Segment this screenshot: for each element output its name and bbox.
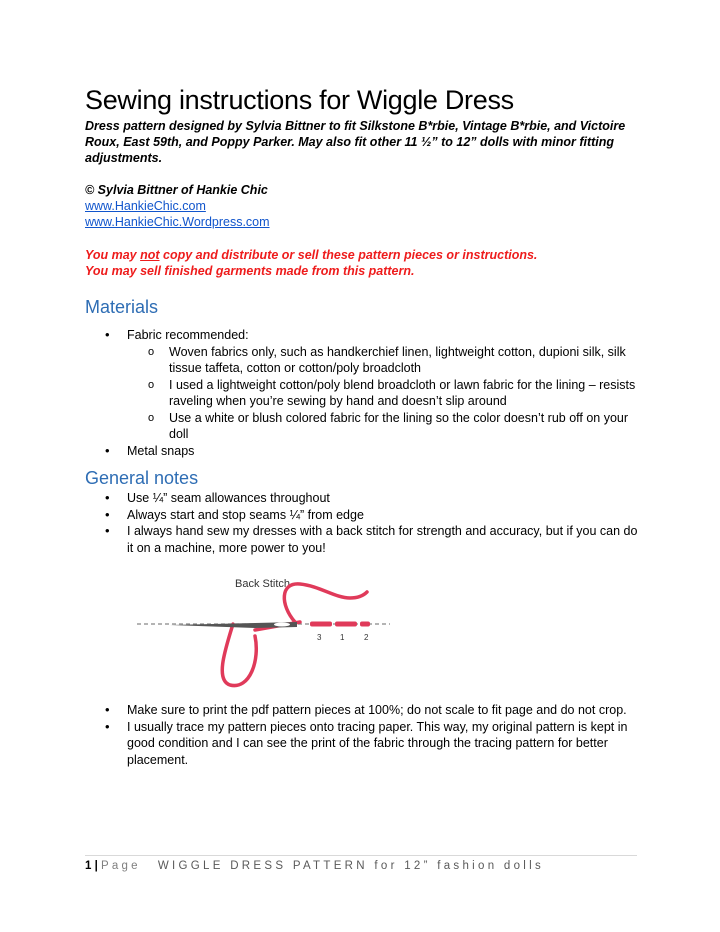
- thread-loop-lower: [222, 624, 256, 686]
- footer-text: WIGGLE DRESS PATTERN for 12” fashion dolls: [157, 860, 545, 872]
- list-item: o Woven fabrics only, such as handkerchief linen, lightweight cotton, dupioni silk, silk tissue taffeta, cotton or cotton/poly broadcloth: [85, 344, 640, 377]
- list-item: o I used a lightweight cotton/poly blend broadcloth or lawn fabric for the lining – resists raveling when you’re sewing by hand and doesn’t slip around: [85, 377, 640, 410]
- page-title: Sewing instructions for Wiggle Dress: [85, 85, 514, 115]
- list-item: • I always hand sew my dresses with a back stitch for strength and accuracy, but if you can do it on a machine, more power to you!: [85, 523, 640, 556]
- list-item: • Metal snaps: [85, 443, 640, 460]
- stitch-label-3: 3: [317, 633, 322, 642]
- footer-page-word: Page: [101, 860, 141, 872]
- hankiechic-link[interactable]: www.HankieChic.com: [85, 199, 206, 213]
- list-item: • I usually trace my pattern pieces onto tracing paper. This way, my original pattern is kept in good condition and I can see the print of the fabric through the tracing pattern for better placement.: [85, 719, 640, 769]
- figure-caption: Back Stitch: [235, 578, 291, 590]
- list-item: [85, 327, 640, 443]
- pattern-subtitle: Dress pattern designed by Sylvia Bittner to fit Silkstone B*rbie, Vintage B*rbie, and Victoire Roux, East 59th, and Poppy Parker. May also fit other 11 ½” to 12” dolls with minor fitting adjustments.: [85, 119, 626, 165]
- general-notes-heading: General notes: [85, 468, 199, 488]
- stitch-3: [310, 622, 332, 627]
- general-notes-list: [85, 490, 640, 556]
- copyright-line: © Sylvia Bittner of Hankie Chic: [85, 183, 268, 197]
- hankiechic-wordpress-link[interactable]: www.HankieChic.Wordpress.com: [85, 215, 270, 229]
- list-item: • Make sure to print the pdf pattern pieces at 100%; do not scale to fit page and do not crop.: [85, 702, 640, 719]
- needle-eye: [274, 623, 290, 627]
- materials-list: [85, 327, 640, 459]
- materials-heading: Materials: [85, 297, 159, 317]
- warning-line-2: You may sell finished garments made from this pattern.: [85, 264, 415, 278]
- warning-not: not: [140, 248, 160, 262]
- back-stitch-figure: [85, 570, 640, 700]
- fabric-label: Fabric recommended:: [127, 328, 249, 342]
- page-number: 1: [85, 860, 92, 872]
- list-item: • Always start and stop seams ¼” from edge: [85, 507, 640, 524]
- list-item: • Use ¼” seam allowances throughout: [85, 490, 640, 507]
- warning-line-1: You may not copy and distribute or sell these pattern pieces or instructions.: [85, 248, 538, 262]
- stitch-1: [335, 622, 357, 627]
- stitch-label-1: 1: [340, 633, 345, 642]
- thread-loop-upper: [284, 584, 367, 622]
- stitch-2: [360, 622, 370, 627]
- general-notes-list-continued: [85, 702, 640, 768]
- document-body: [85, 84, 640, 768]
- back-stitch-illustration: [85, 570, 640, 700]
- footer-separator: |: [94, 860, 98, 872]
- fabric-sublist: [127, 344, 640, 443]
- stitch-label-2: 2: [364, 633, 369, 642]
- list-item: o Use a white or blush colored fabric for the lining so the color doesn’t rub off on your doll: [85, 410, 640, 443]
- usage-warning: [85, 247, 640, 279]
- page-footer: [85, 855, 637, 873]
